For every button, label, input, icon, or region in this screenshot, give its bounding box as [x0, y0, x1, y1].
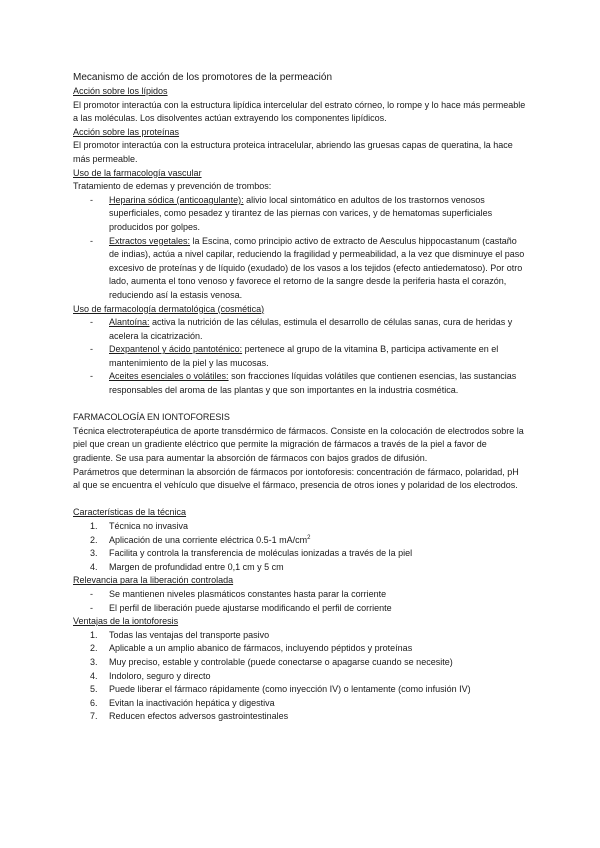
item-text: Puede liberar el fármaco rápidamente (como inyección IV) o lentamente (como infusión IV)	[109, 684, 471, 695]
item-number: 3.	[90, 548, 98, 559]
list-item	[73, 588, 528, 602]
spacer	[73, 493, 528, 507]
lipids-heading: Acción sobre los lípidos	[73, 86, 168, 96]
list-item	[73, 235, 528, 303]
item-number: 1.	[90, 521, 98, 531]
list-item	[73, 670, 528, 684]
bullet-marker: -	[90, 371, 93, 382]
bullet-marker: -	[90, 317, 93, 328]
bullet-marker: -	[90, 235, 93, 246]
document-page	[73, 71, 528, 724]
item-number: 4.	[90, 561, 98, 572]
page-title: Mecanismo de acción de los promotores de la permeación	[73, 72, 333, 83]
item-text: Facilita y controla la transferencia de moléculas ionizadas a través de la piel	[109, 548, 413, 559]
release-heading: Relevancia para la liberación controlada	[73, 575, 234, 586]
vascular-list	[73, 194, 528, 303]
list-item	[73, 520, 528, 534]
list-item	[73, 534, 528, 548]
characteristics-list	[73, 520, 528, 574]
spacer	[73, 398, 528, 412]
item-number: 2.	[90, 643, 98, 654]
item-term: Extractos vegetales:	[109, 235, 191, 246]
iontophoresis-heading: FARMACOLOGÍA EN IONTOFORESIS	[73, 412, 230, 423]
superscript: 2	[307, 534, 311, 541]
item-text: Se mantienen niveles plasmáticos constantes hasta parar la corriente	[109, 588, 387, 599]
item-term: Dexpantenol y ácido pantoténico:	[109, 344, 243, 355]
item-text: Aplicación de una corriente eléctrica 0.5-1 mA/cm	[109, 534, 308, 545]
list-item	[73, 683, 528, 697]
list-item	[73, 547, 528, 561]
iontophoresis-text-1: Técnica electroterapéutica de aporte transdérmico de fármacos. Consiste en la colocación de electrodos sobre la piel que crean un gradiente eléctrico que permite la migración de fármacos a través de la piel a favor de gradiente. Se usa para aumentar la absorción de fármacos con bajos grados de difusión.	[73, 425, 524, 464]
bullet-marker: -	[90, 602, 93, 613]
list-item	[73, 194, 528, 235]
item-text: activa la nutrición de las células, estimula el desarrollo de células sanas, cura de heridas y acelera la cicatrización.	[109, 317, 513, 341]
lipids-text: El promotor interactúa con la estructura lipídica intercelular del estrato córneo, lo rompe y lo hace más permeable a las moléculas. Los disolventes actúan extrayendo los componentes lipídicos.	[73, 99, 526, 124]
list-item	[73, 697, 528, 711]
item-text: Aplicable a un amplio abanico de fármacos, incluyendo péptidos y proteínas	[109, 643, 413, 654]
item-number: 2.	[90, 534, 98, 545]
list-item	[73, 642, 528, 656]
list-item	[73, 316, 528, 343]
proteins-text: El promotor interactúa con la estructura proteica intracelular, abriendo las gruesas capas de queratina, la hace más permeable.	[73, 140, 513, 164]
iontophoresis-text-2: Parámetros que determinan la absorción de fármacos por iontoforesis: concentración de fármaco, polaridad, pH al que se encuentra el vehículo que disuelve el fármaco, presencia de otros iones y polaridad de los electrodos.	[73, 466, 519, 491]
item-text: alivio local sintomático en adultos de los trastornos venosos superficiales, como pesadez y tirantez de las piernas con varices, y de hematomas superficiales producidos por golpes.	[109, 194, 493, 232]
advantages-list	[73, 629, 528, 724]
list-item	[73, 561, 528, 575]
item-text: Reducen efectos adversos gastrointestinales	[109, 711, 289, 722]
list-item	[73, 656, 528, 670]
item-term: Aceites esenciales o volátiles:	[109, 371, 229, 382]
item-number: 3.	[90, 656, 98, 667]
item-text: Margen de profundidad entre 0,1 cm y 5 cm	[109, 561, 284, 572]
item-number: 5.	[90, 684, 98, 695]
item-text: Muy preciso, estable y controlable (puede conectarse o apagarse cuando se necesite)	[109, 656, 453, 667]
release-list	[73, 588, 528, 615]
item-text: Todas las ventajas del transporte pasivo	[109, 629, 270, 640]
advantages-heading: Ventajas de la iontoforesis	[73, 616, 179, 627]
bullet-marker: -	[90, 344, 93, 355]
vascular-intro: Tratamiento de edemas y prevención de trombos:	[73, 181, 272, 192]
item-text: la Escina, como principio activo de extracto de Aesculus hippocastanum (castaño de indias), actúa a nivel capilar, reduciendo la fragilidad y permeabilidad, a la vez que disminuye el paso excesivo de proteínas y de líquido (exudado) de los vasos a los tejidos (efecto antiedematoso). Por otro lado, aumenta el tono venoso y favorece el retorno de la sangre desde la periferia hasta el corazón, reduciendo así la estasis venosa.	[109, 235, 525, 300]
item-text: Evitan la inactivación hepática y digestiva	[109, 697, 275, 708]
list-item	[73, 602, 528, 616]
proteins-heading: Acción sobre las proteínas	[73, 126, 180, 137]
item-text: Indoloro, seguro y directo	[109, 670, 211, 681]
dermatologic-list	[73, 316, 528, 398]
list-item	[73, 343, 528, 370]
item-text: El perfil de liberación puede ajustarse modificando el perfil de corriente	[109, 602, 392, 613]
bullet-marker: -	[90, 588, 93, 599]
item-number: 1.	[90, 629, 98, 640]
item-number: 6.	[90, 697, 98, 708]
item-term: Heparina sódica (anticoagulante):	[109, 194, 244, 205]
item-text: son fracciones líquidas volátiles que contienen esencias, las sustancias responsables del aroma de las plantas y que son importantes en la industria cosmética.	[109, 371, 517, 396]
item-number: 7.	[90, 711, 98, 722]
item-number: 4.	[90, 670, 98, 681]
list-item	[73, 710, 528, 724]
item-term: Alantoína:	[109, 317, 150, 328]
characteristics-heading: Características de la técnica	[73, 507, 187, 518]
item-text: Técnica no invasiva	[109, 521, 189, 531]
vascular-heading: Uso de la farmacología vascular	[73, 167, 202, 178]
item-text: pertenece al grupo de la vitamina B, participa activamente en el mantenimiento de la piel y las mucosas.	[109, 344, 499, 368]
list-item	[73, 629, 528, 643]
dermatologic-heading: Uso de farmacología dermatológica (cosmética)	[73, 303, 265, 314]
bullet-marker: -	[90, 194, 93, 205]
list-item	[73, 370, 528, 397]
